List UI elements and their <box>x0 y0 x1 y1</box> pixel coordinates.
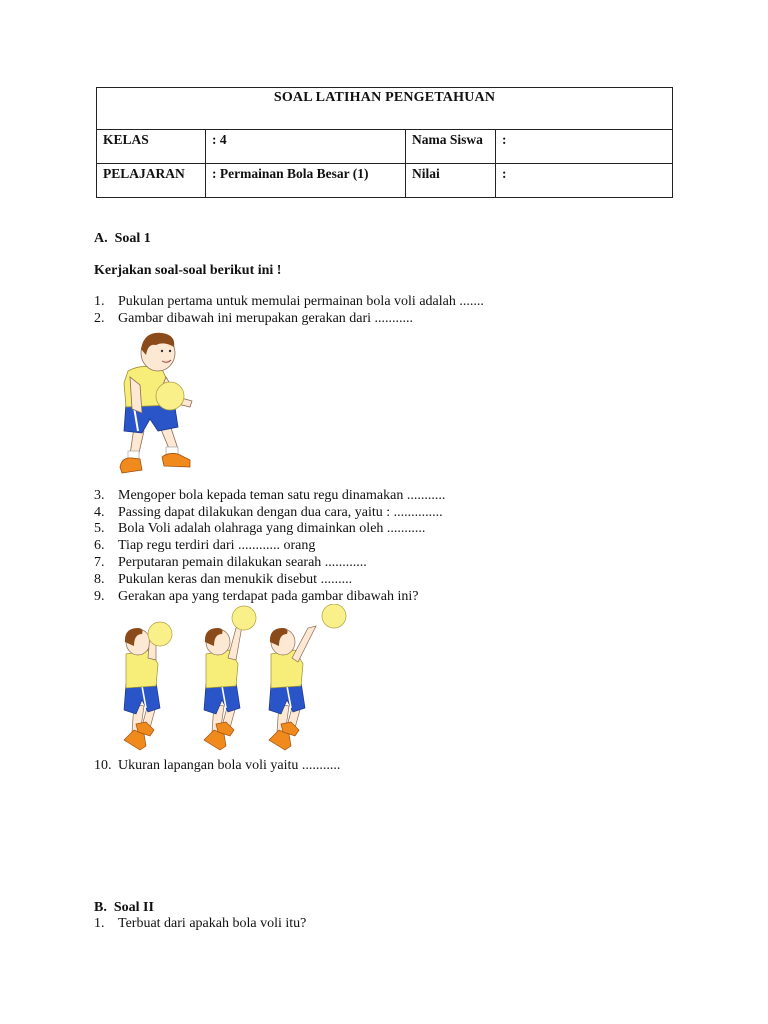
question-6 <box>94 538 315 555</box>
question-number: 4. <box>94 505 105 520</box>
question-text: Ukuran lapangan bola voli yaitu ........... <box>118 758 341 773</box>
header-table <box>96 87 673 198</box>
illustration-boy-bump-pass <box>112 327 204 482</box>
question-text: Pukulan keras dan menukik disebut ......... <box>118 572 353 587</box>
question-text: Mengoper bola kepada teman satu regu dinamakan ........... <box>118 488 446 503</box>
illustration-boy-overhead-pass-sequence <box>112 604 352 756</box>
question-text: Tiap regu terdiri dari ............ orang <box>118 538 316 553</box>
section-b-heading: B. Soal II <box>94 900 154 915</box>
question-text: Gambar dibawah ini merupakan gerakan dari ........... <box>118 311 414 326</box>
question-text: Gerakan apa yang terdapat pada gambar dibawah ini? <box>118 589 419 604</box>
question-number: 3. <box>94 488 105 503</box>
question-number: 1. <box>94 916 105 931</box>
section-b-question-1 <box>94 916 306 933</box>
worksheet-title: SOAL LATIHAN PENGETAHUAN <box>97 88 673 130</box>
question-8 <box>94 572 352 589</box>
kelas-label: KELAS <box>97 130 206 164</box>
nilai-label: Nilai <box>406 164 496 198</box>
question-4 <box>94 505 443 522</box>
question-text: Passing dapat dilakukan dengan dua cara, yaitu : .............. <box>118 505 443 520</box>
question-2 <box>94 311 413 328</box>
question-number: 8. <box>94 572 105 587</box>
nama-siswa-value: : <box>496 130 673 164</box>
question-10 <box>94 758 340 775</box>
nama-siswa-label: Nama Siswa <box>406 130 496 164</box>
question-number: 1. <box>94 294 105 309</box>
instruction-text: Kerjakan soal-soal berikut ini ! <box>94 263 282 278</box>
question-number: 9. <box>94 589 105 604</box>
question-number: 2. <box>94 311 105 326</box>
question-3 <box>94 488 445 505</box>
question-1 <box>94 294 484 311</box>
nilai-value: : <box>496 164 673 198</box>
question-number: 6. <box>94 538 105 553</box>
pelajaran-value: : Permainan Bola Besar (1) <box>206 164 406 198</box>
question-text: Perputaran pemain dilakukan searah ............ <box>118 555 367 570</box>
question-5 <box>94 521 425 538</box>
pelajaran-label: PELAJARAN <box>97 164 206 198</box>
question-text: Pukulan pertama untuk memulai permainan bola voli adalah ....... <box>118 294 484 309</box>
kelas-value: : 4 <box>206 130 406 164</box>
question-text: Terbuat dari apakah bola voli itu? <box>118 916 307 931</box>
section-a-heading: A. Soal 1 <box>94 231 151 246</box>
question-7 <box>94 555 367 572</box>
question-text: Bola Voli adalah olahraga yang dimainkan oleh ........... <box>118 521 426 536</box>
question-number: 7. <box>94 555 105 570</box>
question-number: 10. <box>94 758 112 773</box>
question-number: 5. <box>94 521 105 536</box>
